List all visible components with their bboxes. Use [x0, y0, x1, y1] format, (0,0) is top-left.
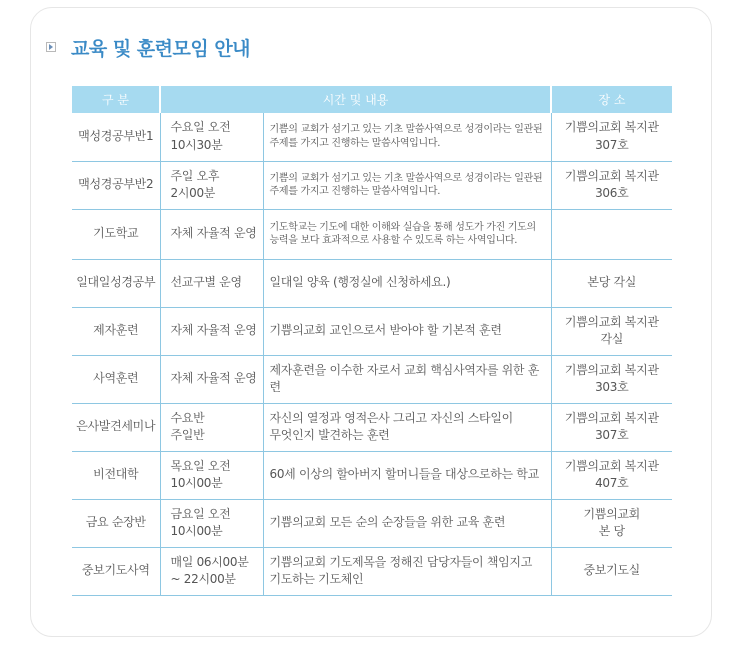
table-row: [72, 259, 672, 307]
row-time: 목요일 오전 10시00분: [160, 451, 263, 499]
table-row: [72, 307, 672, 355]
row-name: 맥성경공부반1: [72, 113, 160, 161]
row-name: 금요 순장반: [72, 499, 160, 547]
schedule-table: [72, 86, 672, 596]
row-name: 사역훈련: [72, 355, 160, 403]
row-place: 기쁨의교회 복지관 407호: [551, 451, 672, 499]
row-content: 60세 이상의 할아버지 할머니들을 대상으로하는 학교: [263, 451, 551, 499]
table-row: [72, 209, 672, 259]
row-content: 기쁨의교회 교인으로서 받아야 할 기본적 훈련: [263, 307, 551, 355]
table-row: [72, 113, 672, 161]
row-name: 중보기도사역: [72, 547, 160, 595]
row-content: 기쁨의 교회가 섬기고 있는 기초 말씀사역으로 성경이라는 일관된 주제를 가지고 진행하는 말씀사역입니다.: [263, 113, 551, 161]
table-row: [72, 547, 672, 595]
row-time: 자체 자율적 운영: [160, 355, 263, 403]
row-content: 기쁨의교회 기도제목을 정해진 담당자들이 책임지고 기도하는 기도체인: [263, 547, 551, 595]
row-time: 수요일 오전 10시30분: [160, 113, 263, 161]
table-row: [72, 451, 672, 499]
row-name: 일대일성경공부: [72, 259, 160, 307]
row-place: 기쁨의교회 본 당: [551, 499, 672, 547]
table-row: [72, 355, 672, 403]
row-name: 제자훈련: [72, 307, 160, 355]
row-content: 기쁨의 교회가 섬기고 있는 기초 말씀사역으로 성경이라는 일관된 주제를 가지고 진행하는 말씀사역입니다.: [263, 161, 551, 209]
page-title: 교육 및 훈련모임 안내: [71, 37, 251, 60]
row-name: 은사발견세미나: [72, 403, 160, 451]
row-content: 제자훈련을 이수한 자로서 교회 핵심사역자를 위한 훈련: [263, 355, 551, 403]
header-time-content: 시간 및 내용: [160, 86, 551, 113]
bullet-arrow-icon: [46, 42, 56, 52]
row-place: 기쁨의교회 복지관 306호: [551, 161, 672, 209]
row-name: 비전대학: [72, 451, 160, 499]
section-heading: [46, 30, 250, 64]
row-name: 맥성경공부반2: [72, 161, 160, 209]
row-time: 금요일 오전 10시00분: [160, 499, 263, 547]
row-time: 자체 자율적 운영: [160, 209, 263, 259]
header-category: 구 분: [72, 86, 160, 113]
row-place: 기쁨의교회 복지관 각실: [551, 307, 672, 355]
row-content: 자신의 열정과 영적은사 그리고 자신의 스타일이 무엇인지 발견하는 훈련: [263, 403, 551, 451]
row-content: 기쁨의교회 모든 순의 순장들을 위한 교육 훈련: [263, 499, 551, 547]
row-time: 자체 자율적 운영: [160, 307, 263, 355]
row-time: 주일 오후 2시00분: [160, 161, 263, 209]
row-place: [551, 209, 672, 259]
row-time: 선교구별 운영: [160, 259, 263, 307]
row-time: 매일 06시00분 ~ 22시00분: [160, 547, 263, 595]
row-time: 수요반 주일반: [160, 403, 263, 451]
table-row: [72, 499, 672, 547]
row-name: 기도학교: [72, 209, 160, 259]
row-place: 기쁨의교회 복지관 307호: [551, 403, 672, 451]
row-place: 기쁨의교회 복지관 307호: [551, 113, 672, 161]
row-place: 중보기도실: [551, 547, 672, 595]
table-row: [72, 403, 672, 451]
table-row: [72, 161, 672, 209]
row-place: 기쁨의교회 복지관 303호: [551, 355, 672, 403]
row-content: 기도학교는 기도에 대한 이해와 실습을 통해 성도가 가진 기도의 능력을 보다 효과적으로 사용할 수 있도록 하는 사역입니다.: [263, 209, 551, 259]
table-header-row: [72, 86, 672, 113]
header-place: 장 소: [551, 86, 672, 113]
row-content: 일대일 양육 (행정실에 신청하세요.): [263, 259, 551, 307]
row-place: 본당 각실: [551, 259, 672, 307]
